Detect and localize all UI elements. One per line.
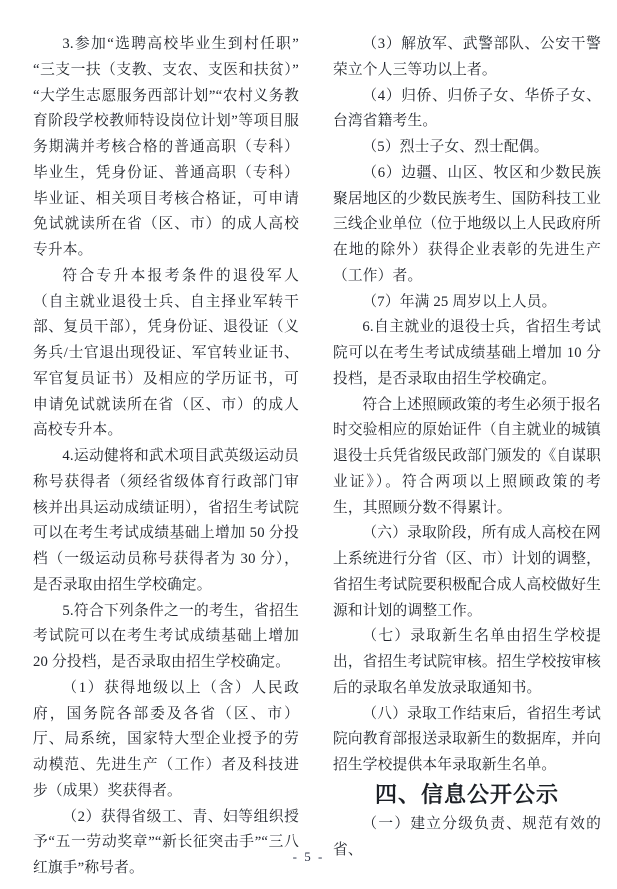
paragraph: （4）归侨、归侨子女、华侨子女、台湾省籍考生。 — [333, 87, 601, 130]
paragraph: （2）获得省级工、青、妇等组织授予“五一劳动奖章”“新长征突击手”“三八红旗手”称号者。 — [33, 808, 299, 876]
section-heading: 四、信息公开公示 — [374, 781, 559, 807]
paragraph: 5.符合下列条件之一的考生，省招生考试院可以在考生考试成绩基础上增加 20 分投档，是否录取由招生学校确定。 — [33, 602, 299, 670]
paragraph: （7）年满 25 周岁以上人员。 — [362, 293, 557, 310]
page-number: - 5 - — [292, 849, 325, 864]
paragraph: 6.自主就业的退役士兵，省招生考试院可以在考生考试成绩基础上增加 10 分投档，是否录取由招生学校确定。 — [333, 319, 601, 387]
paragraph: （七）录取新生名单由招生学校提出，省招生考试院审核。招生学校按审核后的录取名单发放录取通知书。 — [333, 628, 601, 696]
paragraph: （1）获得地级以上（含）人民政府，国务院各部委及各省（区、市）厅、局系统，国家特大型企业授予的劳动模范、先进生产（工作）者及科技进步（成果）奖获得者。 — [33, 679, 299, 799]
paragraph: （六）录取阶段，所有成人高校在网上系统进行分省（区、市）计划的调整，省招生考试院要积极配合成人高校做好生源和计划的调整工作。 — [333, 525, 601, 619]
paragraph: （八）录取工作结束后，省招生考试院向教育部报送录取新生的数据库，并向招生学校提供本年录取新生名单。 — [333, 705, 601, 773]
paragraph: （5）烈士子女、烈士配偶。 — [362, 139, 549, 155]
right-column — [333, 32, 601, 863]
paragraph: 4.运动健将和武术项目武英级运动员称号获得者（须经省级体育行政部门审核并出具运动成绩证明），省招生考试院可以在考生考试成绩基础上增加 50 分投档（一级运动员称号获得者为 30 分），是否录取由招生学校确定。 — [33, 448, 299, 593]
left-column — [33, 32, 299, 882]
paragraph: （3）解放军、武警部队、公安干警荣立个人三等功以上者。 — [333, 36, 601, 78]
paragraph: 符合专升本报考条件的退役军人（自主就业退役士兵、自主择业军转干部、复员干部），凭身份证、退役证（义务兵/士官退出现役证、军官转业证书、军官复员证书）及相应的学历证书，可申请免试就读所在省（区、市）的成人高校专升本。 — [33, 267, 299, 439]
paragraph: 3.参加“选聘高校毕业生到村任职”“三支一扶（支教、支农、支医和扶贫）”“大学生志愿服务西部计划”“农村义务教育阶段学校教师特设岗位计划”等项目服务期满并考核合格的普通高职（专科）毕业生，凭身份证、普通高职（专科）毕业证、相关项目考核合格证，可申请免试就读所在省（区、市）的成人高校专升本。 — [33, 36, 299, 258]
paragraph: 符合上述照顾政策的考生必须于报名时交验相应的原始证件（自主就业的城镇退役士兵凭省级民政部门颁发的《自谋职业证》）。符合两项以上照顾政策的考生，其照顾分数不得累计。 — [333, 396, 601, 516]
paragraph: （一）建立分级负责、规范有效的省、 — [333, 815, 601, 858]
paragraph: （6）边疆、山区、牧区和少数民族聚居地区的少数民族考生、国防科技工业三线企业单位（位于地级以上人民政府所在地的除外）获得企业表彰的先进生产（工作）者。 — [333, 164, 601, 284]
